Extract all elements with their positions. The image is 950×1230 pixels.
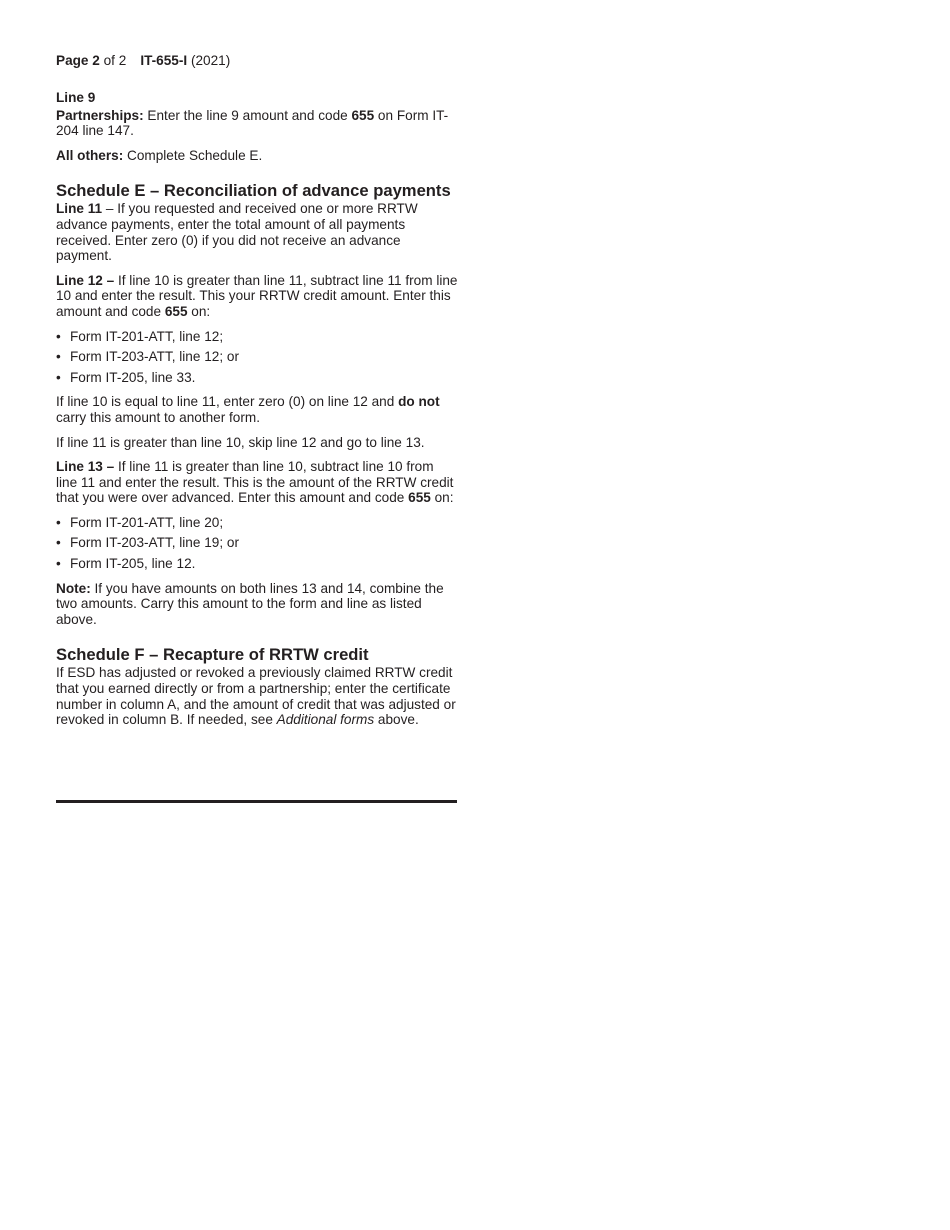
line9-others <box>56 148 458 164</box>
list-item: • Form IT-203-ATT, line 12; or <box>56 349 458 365</box>
schedule-f-title: Schedule F – Recapture of RRTW credit <box>56 645 369 665</box>
partnerships-text: Enter the line 9 amount and code <box>143 107 352 123</box>
line9-partnerships <box>56 108 458 139</box>
line12-code: 655 <box>164 303 188 319</box>
partnerships-text-end: on Form IT-204 line 147. <box>56 107 449 139</box>
line13-paragraph <box>56 459 458 506</box>
equal-paragraph <box>56 394 458 425</box>
schedule-f-italic: Additional forms <box>276 712 375 728</box>
partnerships-code: 655 <box>351 107 375 123</box>
line12-label: Line 12 – <box>56 272 115 288</box>
schedule-e-title: Schedule E – Reconciliation of advance payments <box>56 181 451 201</box>
line11-label: Line 11 <box>56 201 103 217</box>
page-number: 2 <box>92 53 100 68</box>
schedule-f-paragraph <box>56 665 458 727</box>
list-item: • Form IT-205, line 33. <box>56 370 458 386</box>
list-item: • Form IT-203-ATT, line 19; or <box>56 535 458 551</box>
line12-list <box>56 329 458 386</box>
equal-bold: do not <box>398 394 440 410</box>
line12-text-end: on: <box>187 303 211 319</box>
partnerships-label: Partnerships: <box>56 107 144 123</box>
form-id: IT-655-I <box>140 53 188 68</box>
schedule-f-text: If ESD has adjusted or revoked a previously claimed RRTW credit that you earned directly or from a partnership; enter the certificate number in column A, and the amount of credit that was adjusted or revoked in column B. If needed, see <box>56 665 456 728</box>
list-item: • Form IT-201-ATT, line 20; <box>56 515 458 531</box>
line9-heading: Line 9 <box>56 90 96 105</box>
page-label: Page <box>56 53 89 68</box>
line13-list <box>56 515 458 572</box>
main-column <box>56 90 458 737</box>
section-divider <box>56 800 457 803</box>
page-header <box>56 53 230 69</box>
note-label: Note: <box>56 580 91 596</box>
line12-paragraph <box>56 273 458 320</box>
line13-code: 655 <box>408 490 431 506</box>
others-label: All others: <box>56 147 124 163</box>
equal-text: If line 10 is equal to line 11, enter zero (0) on line 12 and <box>56 394 399 410</box>
line11-paragraph <box>56 201 458 263</box>
line13-text: If line 11 is greater than line 10, subtract line 10 from line 11 and enter the result. This is the amount of the RRTW credit that you were over advanced. Enter this amount and code <box>56 459 454 506</box>
schedule-f-text-end: above. <box>374 712 419 728</box>
line11-text: – If you requested and received one or more RRTW advance payments, enter the total amount of all payments received. Enter zero (0) if you did not receive an advance payment. <box>56 201 418 264</box>
note-text: If you have amounts on both lines 13 and 14, combine the two amounts. Carry this amount to the form and line as listed above. <box>56 580 444 627</box>
note-paragraph <box>56 581 458 628</box>
form-year: (2021) <box>190 53 231 68</box>
others-text: Complete Schedule E. <box>123 147 263 163</box>
line13-label: Line 13 – <box>56 459 115 475</box>
equal-text-end: carry this amount to another form. <box>56 409 260 425</box>
list-item: • Form IT-201-ATT, line 12; <box>56 329 458 345</box>
greater-paragraph: If line 11 is greater than line 10, skip line 12 and go to line 13. <box>56 434 425 450</box>
list-item: • Form IT-205, line 12. <box>56 556 458 572</box>
line13-text-end: on: <box>430 490 454 506</box>
line12-text: If line 10 is greater than line 11, subtract line 11 from line 10 and enter the result. This your RRTW credit amount. Enter this amount and code <box>56 272 458 319</box>
page-total: of 2 <box>103 53 127 68</box>
